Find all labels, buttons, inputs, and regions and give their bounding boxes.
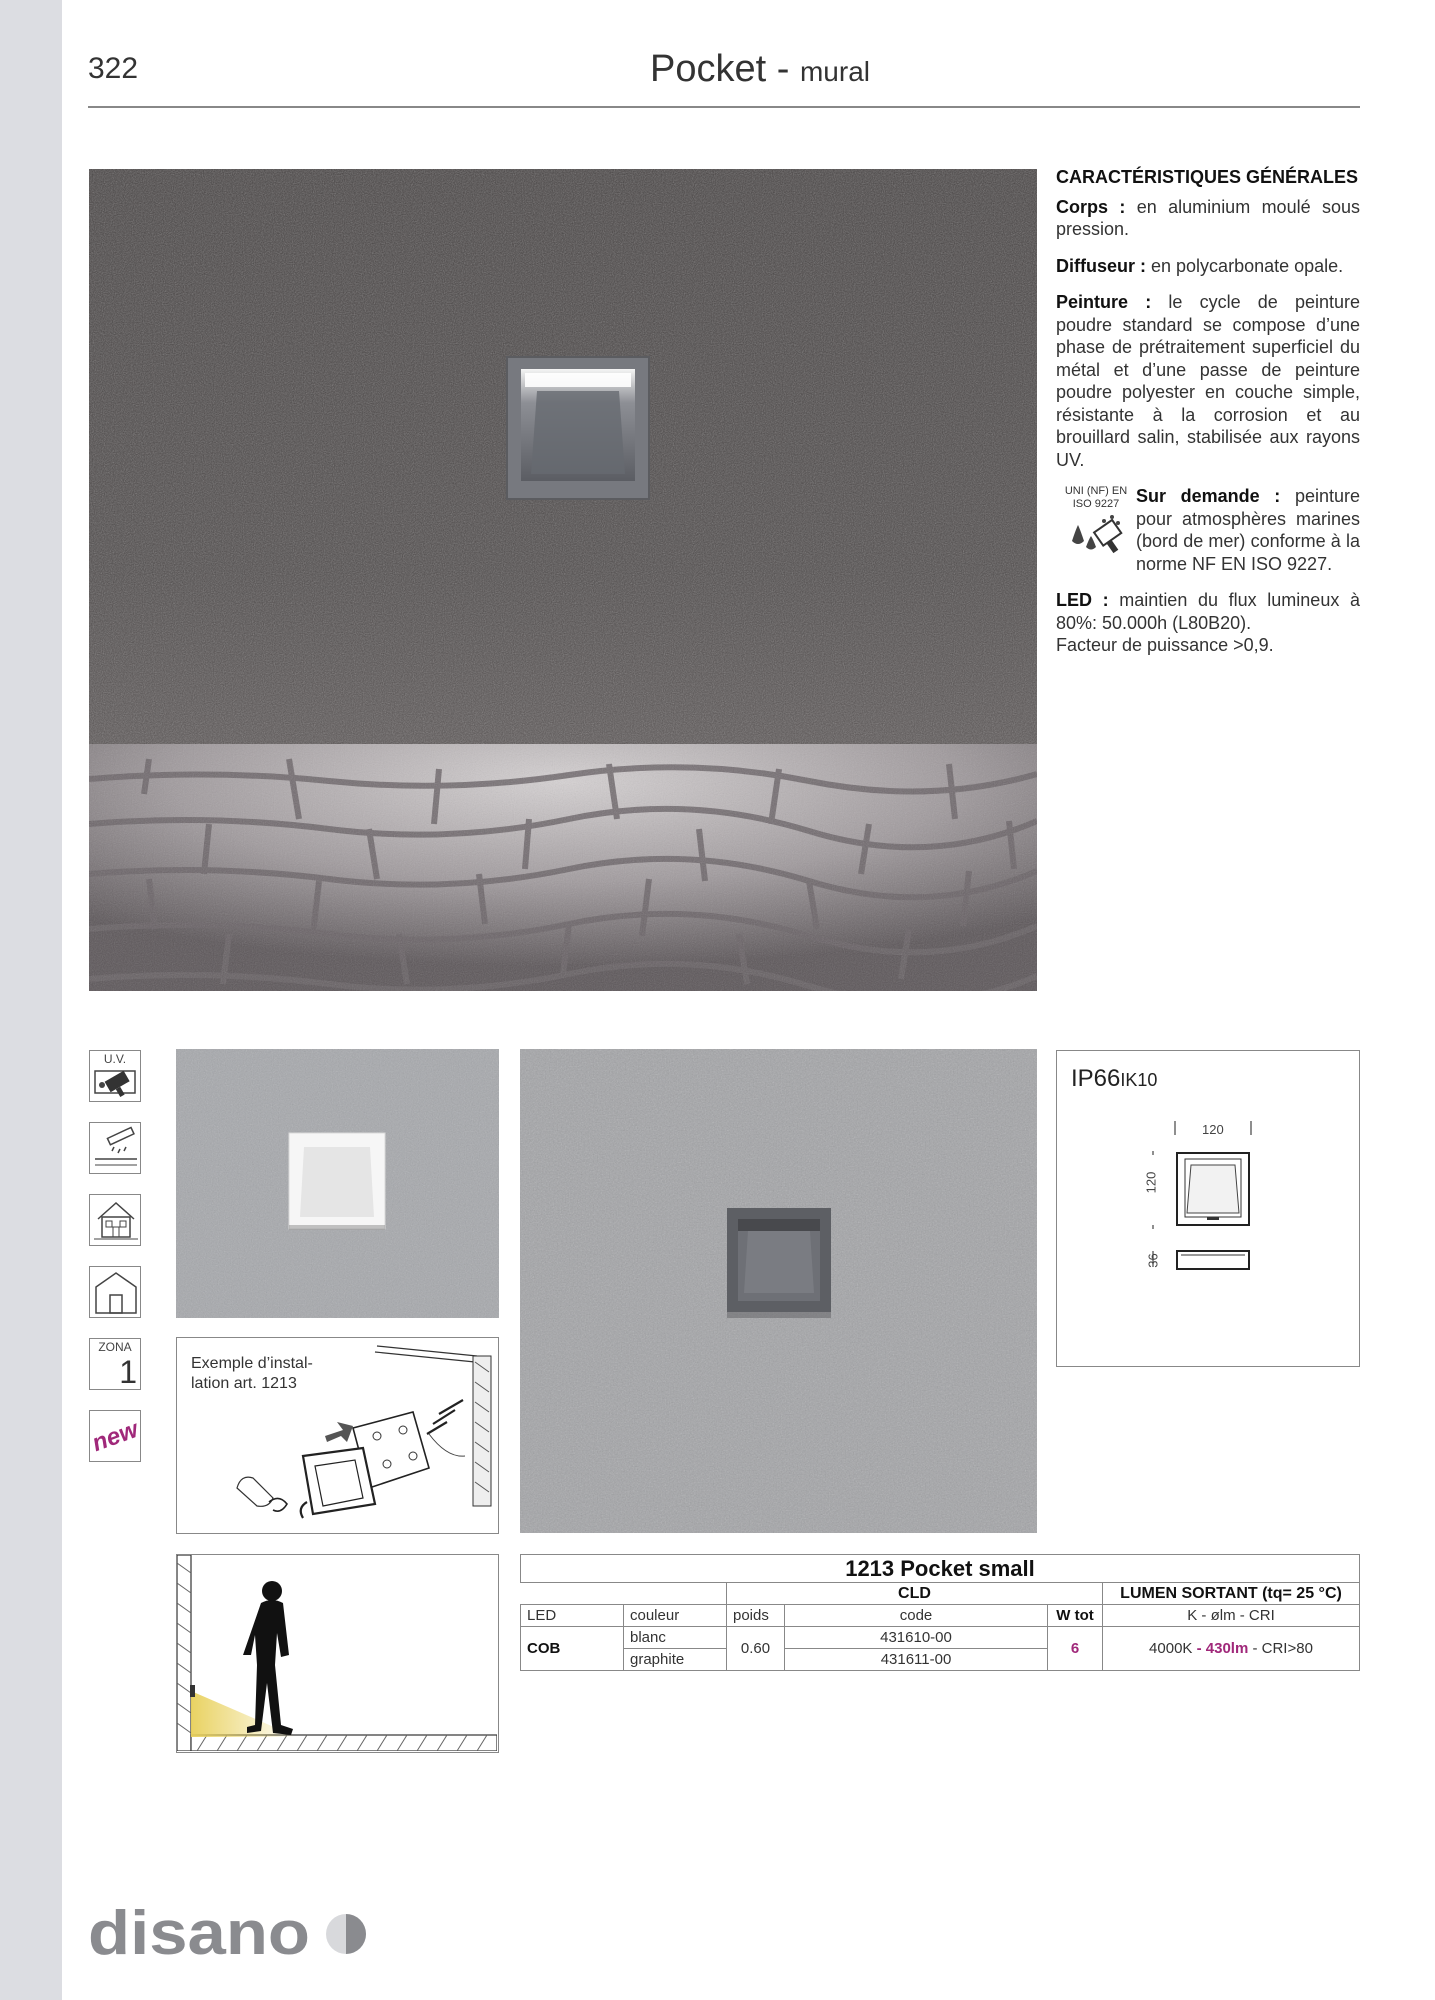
led-paragraph [1056,589,1360,657]
white-fixture-illustration [176,1049,499,1318]
corps-paragraph [1056,196,1360,241]
rain-icon-graphic [90,1123,142,1175]
group-cld: CLD [727,1583,1103,1605]
house-icon-graphic [90,1195,142,1247]
table-group-spacer [521,1583,727,1605]
demande-text: peinture pour atmosphères marines (bord de mer) conforme à la norme NF EN ISO 9227. [1136,486,1360,574]
installation-example [176,1337,499,1534]
general-characteristics [1056,166,1360,671]
header-poids: poids [727,1605,785,1627]
new-label: new [88,1415,142,1458]
zona-label: ZONA [98,1340,132,1354]
norm-text [1136,485,1360,575]
logo-wordmark: disano [88,1899,310,1962]
cell-code: 431611-00 [785,1649,1048,1671]
disano-logo [88,1896,378,1967]
outdoor-house-icon [89,1194,141,1246]
facteur-text: Facteur de puissance >0,9. [1056,635,1274,655]
page-number: 322 [88,52,139,85]
ip-value: IP66 [1071,1065,1121,1092]
lumen-sep: - [1196,1640,1202,1657]
ik-value: IK10 [1120,1070,1158,1090]
protection-dimensions-box [1056,1050,1360,1367]
zona-value: 1 [119,1354,137,1390]
title-subtitle: mural [799,56,870,87]
hero-illustration [89,169,1037,991]
title-sep: - [776,48,790,90]
norm-badge-line2: ISO 9227 [1072,498,1120,510]
demande-label: Sur demande : [1136,486,1281,506]
dim-width: 120 [1202,1122,1224,1137]
rain-resistant-icon [89,1122,141,1174]
header-wtot: W tot [1048,1605,1103,1627]
title-main: Pocket [650,48,767,90]
indoor-icon-graphic [90,1267,142,1319]
installation-caption: Exemple d’instal-lation art. 1213 [191,1355,313,1392]
dim-height: 120 [1143,1171,1159,1194]
marine-option [1056,485,1360,575]
table-header-row [521,1605,1360,1627]
lumen-lm: 430lm [1205,1640,1249,1657]
cell-poids: 0.60 [727,1627,785,1671]
norm-badge [1056,485,1136,575]
table-title: 1213 Pocket small [521,1555,1360,1583]
zone-icon [89,1338,141,1390]
characteristics-heading: CARACTÉRISTIQUES GÉNÉRALES [1056,167,1359,187]
cell-lumen [1103,1627,1360,1671]
lumen-cri: - CRI>80 [1252,1640,1313,1657]
diffuseur-text: en polycarbonate opale. [1151,255,1344,276]
led-text: maintien du flux lumineux à 80%: 50.000h (L80B20). [1056,590,1360,633]
person-walking-illustration [177,1555,497,1751]
uv-resistant-icon [89,1050,141,1102]
header-code: code [785,1605,1048,1627]
uv-icon-graphic [90,1051,142,1103]
cell-code: 431610-00 [785,1627,1048,1649]
header-lumen-sub: K - ølm - CRI [1103,1605,1360,1627]
side-bar [0,0,62,2000]
dimension-drawing [1057,1051,1361,1368]
header-rule [88,106,1360,108]
cell-couleur: blanc [624,1627,727,1649]
peinture-label: Peinture : [1056,292,1152,312]
graphite-fixture-photo [520,1049,1037,1533]
indoor-icon [89,1266,141,1318]
table-row [521,1627,1360,1649]
corps-label: Corps : [1056,196,1126,217]
uv-label: U.V. [103,1052,127,1066]
peinture-text: le cycle de peinture poudre standard se compose d’une phase de prétraitement superficiel du métal et d’une passe de peinture poudre polyester en couche simple, résistante à la corrosion et au brouillard salin, stabilisée aux rayons UV. [1056,292,1361,470]
dim-depth: 36 [1145,1253,1161,1268]
lumen-k: 4000K [1149,1640,1193,1657]
graphite-fixture-illustration [520,1049,1037,1533]
page-title [560,48,960,91]
corps-text: en aluminium moulé sous pression. [1056,196,1360,239]
installation-diagram [177,1338,497,1532]
hero-photo [89,169,1037,991]
product-table [520,1554,1360,1671]
lighting-effect-illustration [176,1554,499,1753]
disano-logo-graphic [88,1896,378,1962]
group-lumen: LUMEN SORTANT (tq= 25 °C) [1103,1583,1360,1605]
diffuseur-label: Diffuseur : [1056,255,1146,276]
norm-badge-line1: UNI (NF) EN [1064,485,1128,497]
cell-couleur: graphite [624,1649,727,1671]
peinture-paragraph [1056,291,1360,471]
header-couleur: couleur [624,1605,727,1627]
table-title-row [521,1555,1360,1583]
diffuseur-paragraph [1056,255,1360,278]
white-fixture-photo [176,1049,499,1318]
new-badge [89,1410,141,1462]
header-led: LED [521,1605,624,1627]
table-group-row [521,1583,1360,1605]
cell-led: COB [521,1627,624,1671]
salt-spray-icon [1064,511,1128,555]
cell-wtot: 6 [1048,1627,1103,1671]
led-label: LED : [1056,590,1109,610]
